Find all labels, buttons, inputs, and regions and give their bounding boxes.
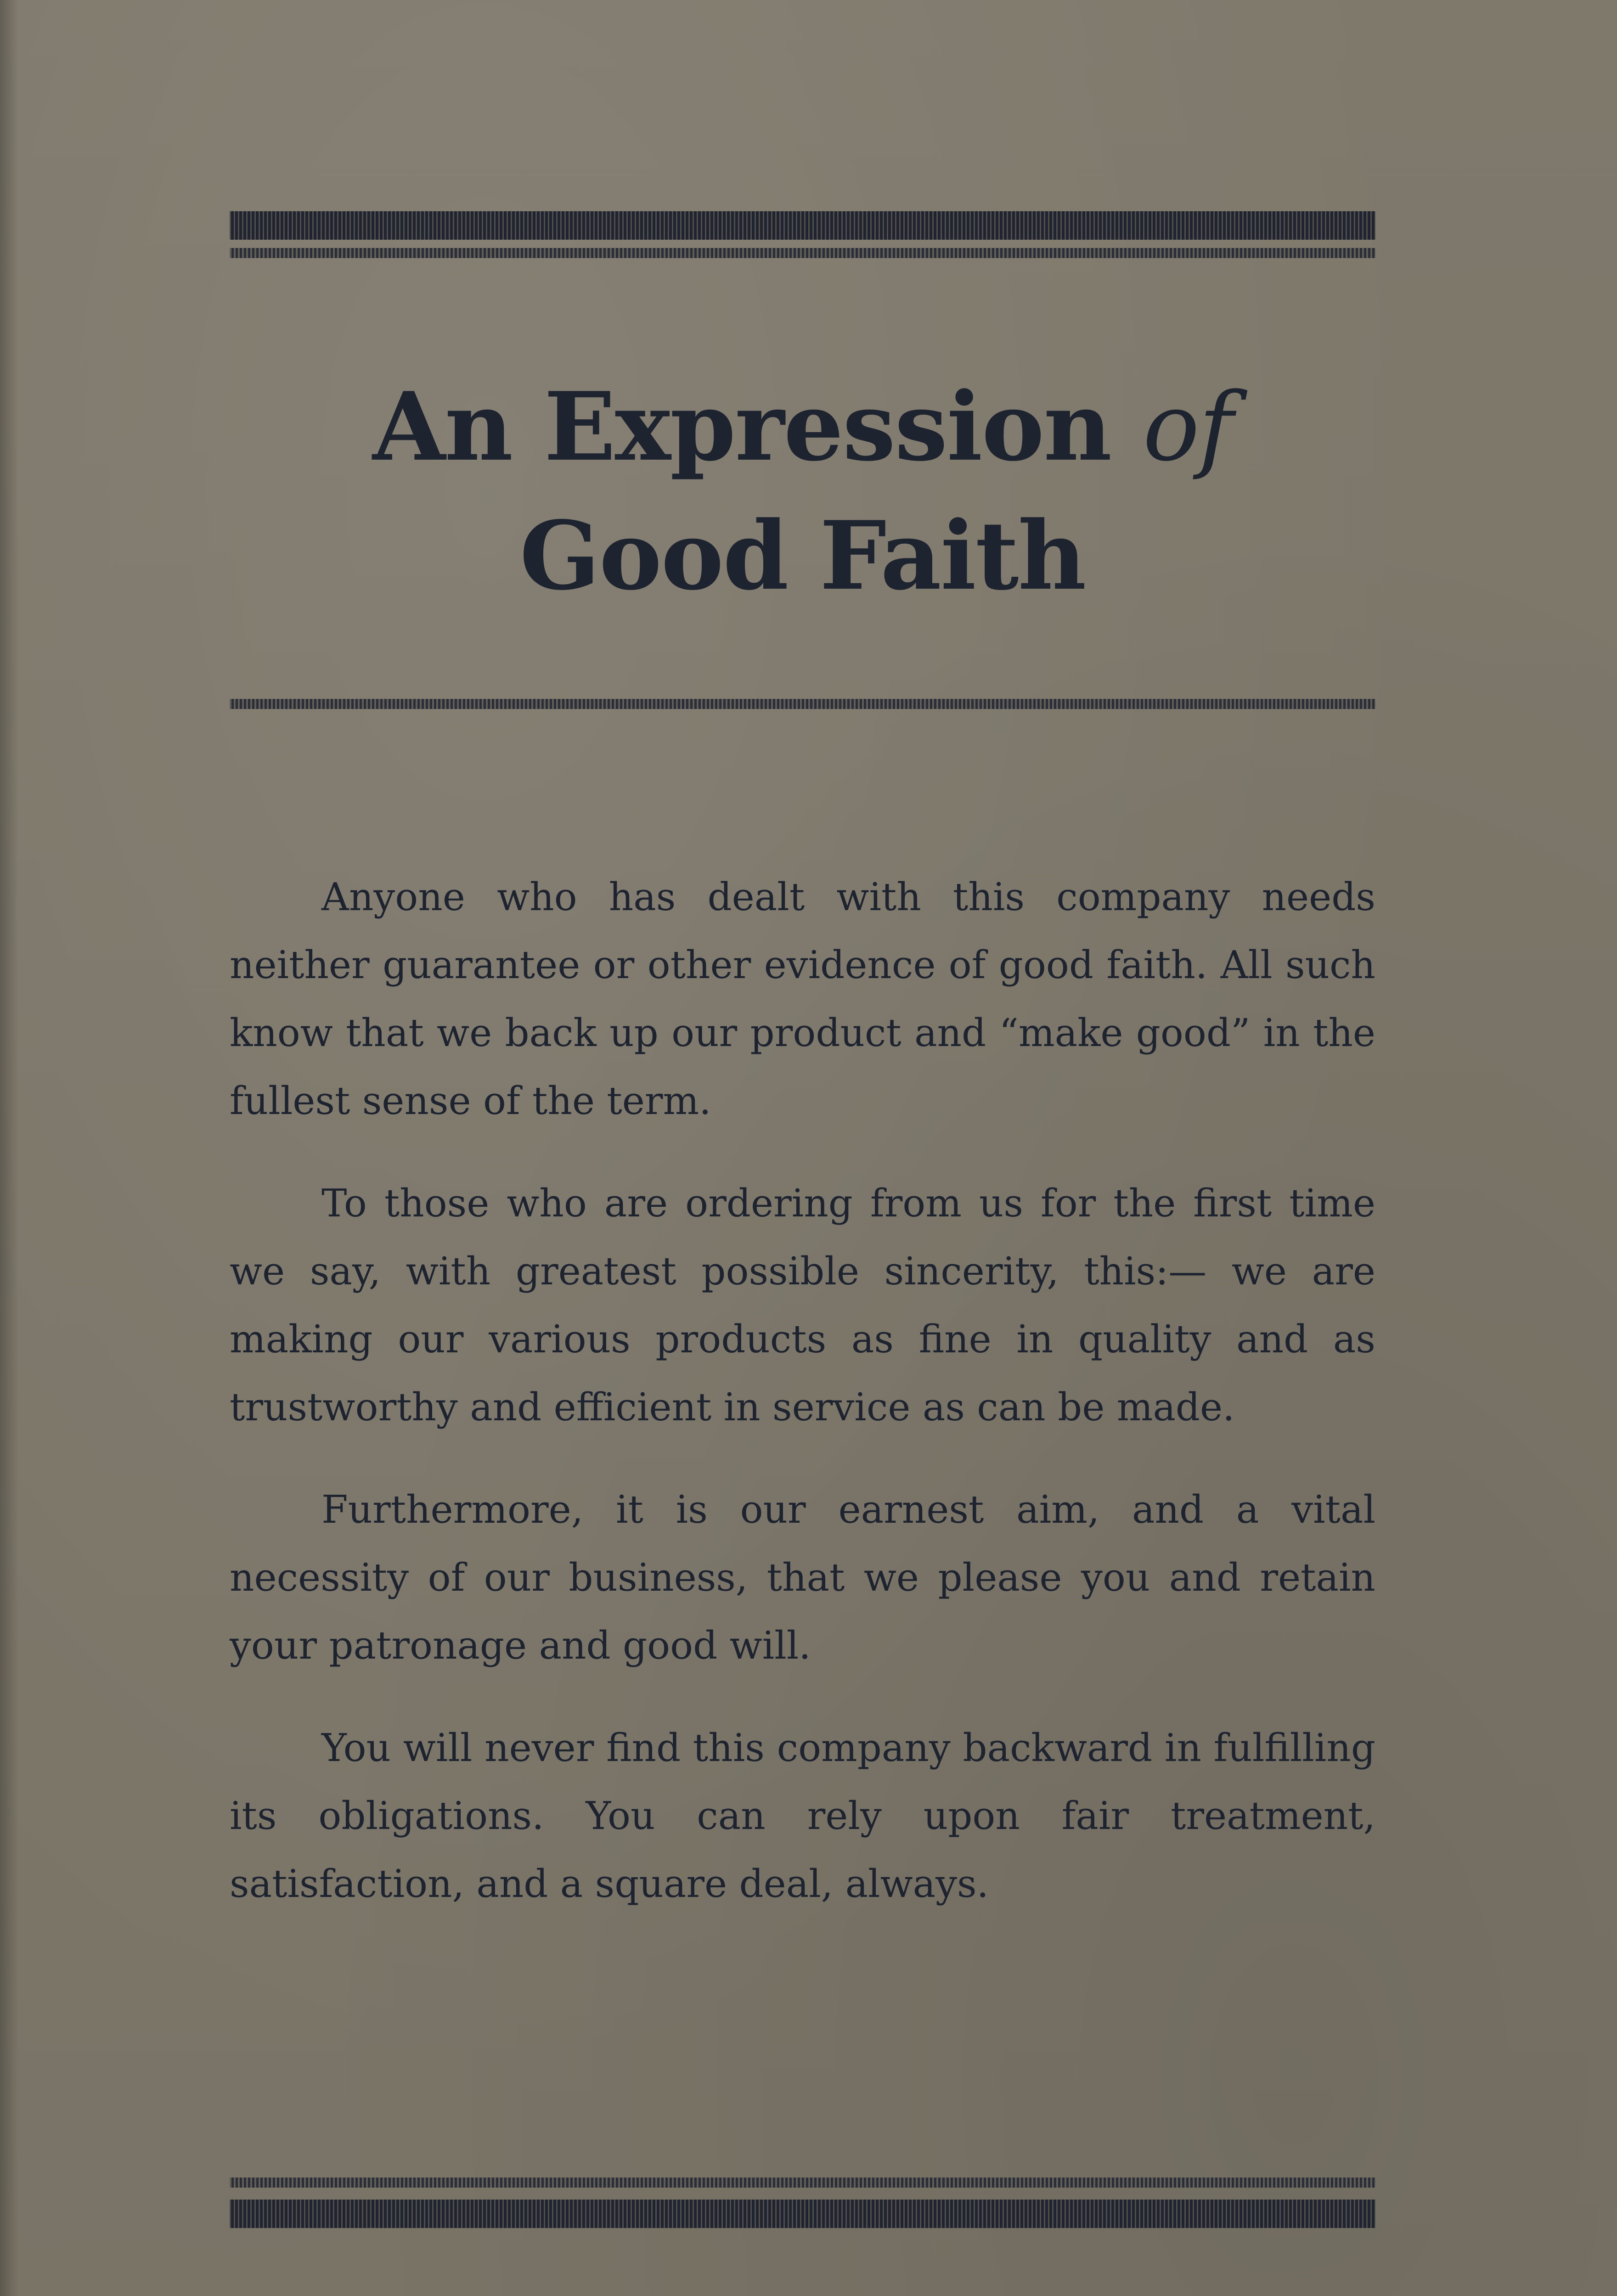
bottom-ornamental-rule-thick <box>230 2200 1375 2228</box>
paragraph: To those who are ordering from us for the first time we say, with greatest possible sincerity, this:— we are making our various products as fine in quality and as trustworthy and efficient in service as can be made. <box>230 1181 1375 1429</box>
bottom-ornamental-rule-thin <box>230 2178 1375 2188</box>
top-ornamental-rule-thin <box>230 248 1375 258</box>
title-italic-word: of <box>1143 373 1233 482</box>
title-line-2: Good Faith <box>519 501 1086 611</box>
paragraph: Furthermore, it is our earnest aim, and a vital necessity of our business, that we please you and retain your patronage and good will. <box>230 1487 1375 1668</box>
page-edge-shadow <box>0 0 18 2296</box>
title-divider-rule <box>230 699 1375 709</box>
paragraph: Anyone who has dealt with this company needs neither guarantee or other evidence of good faith. All such know that we back up our product and “make good” in the fullest sense of the term. <box>230 875 1375 1123</box>
title-main-text: An Expression <box>372 372 1111 482</box>
page-title <box>230 363 1375 620</box>
paragraph: You will never find this company backward in fulfilling its obligations. You can rely upon fair treatment, satisfaction, and a square deal, always. <box>230 1726 1375 1906</box>
body-text <box>230 863 1375 1953</box>
title-line-1 <box>372 372 1233 482</box>
top-ornamental-rule-thick <box>230 211 1375 240</box>
